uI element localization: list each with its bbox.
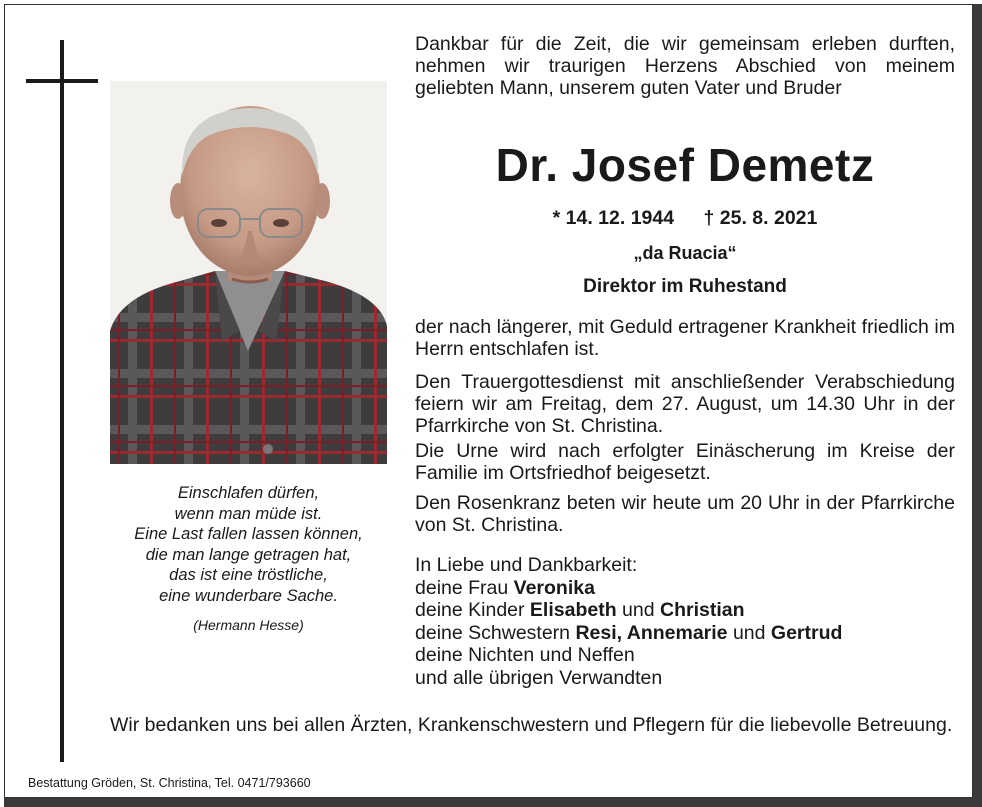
poem-author: (Hermann Hesse) <box>193 617 304 633</box>
mourner-name: Veronika <box>513 576 595 599</box>
mourner-label: deine Frau <box>415 576 514 599</box>
mourner-name: Christian <box>660 599 745 622</box>
nickname: „da Ruacia“ <box>633 243 737 263</box>
mourner-connector: und <box>616 599 660 622</box>
poem-line: eine wunderbare Sache. <box>159 586 338 605</box>
poem-line: wenn man müde ist. <box>174 504 323 523</box>
death-date: † 25. 8. 2021 <box>703 207 818 229</box>
paragraph-urn: Die Urne wird nach erfolgter Einäscherung im Kreise der Familie im Ortsfriedhof beigesetzt. <box>415 440 955 484</box>
birth-date: * 14. 12. 1944 <box>552 207 675 229</box>
mourners-list <box>415 554 955 690</box>
border-shadow-bottom <box>4 798 982 807</box>
poem-line: Eine Last fallen lassen können, <box>134 525 363 544</box>
mourner-children <box>415 599 955 622</box>
poem-line: die man lange getragen hat, <box>145 545 352 564</box>
poem <box>110 483 387 607</box>
thanks-text: Wir bedanken uns bei allen Ärzten, Krankenschwestern und Pflegern für die liebevolle Betreuung. <box>110 714 953 736</box>
mourner-nieces-nephews: deine Nichten und Neffen <box>415 644 635 667</box>
mourner-wife <box>415 577 955 600</box>
occupation: Direktor im Ruhestand <box>583 276 787 297</box>
funeral-home-footer: Bestattung Gröden, St. Christina, Tel. 0471/793660 <box>28 776 311 790</box>
portrait-photo <box>110 81 387 464</box>
paragraph-funeral-service: Den Trauergottesdienst mit anschließender Verabschiedung feiern wir am Freitag, dem 27. August, um 14.30 Uhr in der Pfarrkirche von St. Christina. <box>415 371 955 437</box>
poem-line: Einschlafen dürfen, <box>177 484 320 502</box>
cross-icon-horizontal <box>26 79 98 83</box>
mourner-label: deine Schwestern <box>415 621 576 644</box>
mourner-relatives: und alle übrigen Verwandten <box>415 666 663 689</box>
life-dates <box>415 207 955 230</box>
deceased-name: Dr. Josef Demetz <box>495 139 875 191</box>
poem-line: das ist eine tröstliche, <box>169 566 328 585</box>
mourner-name: Gertrud <box>770 621 843 644</box>
mourner-name: Elisabeth <box>529 599 617 622</box>
cross-icon-vertical <box>60 40 64 762</box>
mourner-label: deine Kinder <box>415 599 530 622</box>
mourner-sisters <box>415 622 955 645</box>
intro-text: Dankbar für die Zeit, die wir gemeinsam erleben durften, nehmen wir traurigen Herzens Abschied von meinem geliebten Mann, unserem guten Vater und Bruder <box>415 33 955 99</box>
mourner-connector: und <box>727 621 771 644</box>
mourners-intro: In Liebe und Dankbarkeit: <box>415 554 638 576</box>
border-shadow-right <box>973 4 982 807</box>
mourner-name: Resi, Annemarie <box>575 621 728 644</box>
paragraph-rosary: Den Rosenkranz beten wir heute um 20 Uhr in der Pfarrkirche von St. Christina. <box>415 492 955 536</box>
paragraph-passing: der nach längerer, mit Geduld ertragener Krankheit friedlich im Herrn entschlafen ist. <box>415 316 955 360</box>
